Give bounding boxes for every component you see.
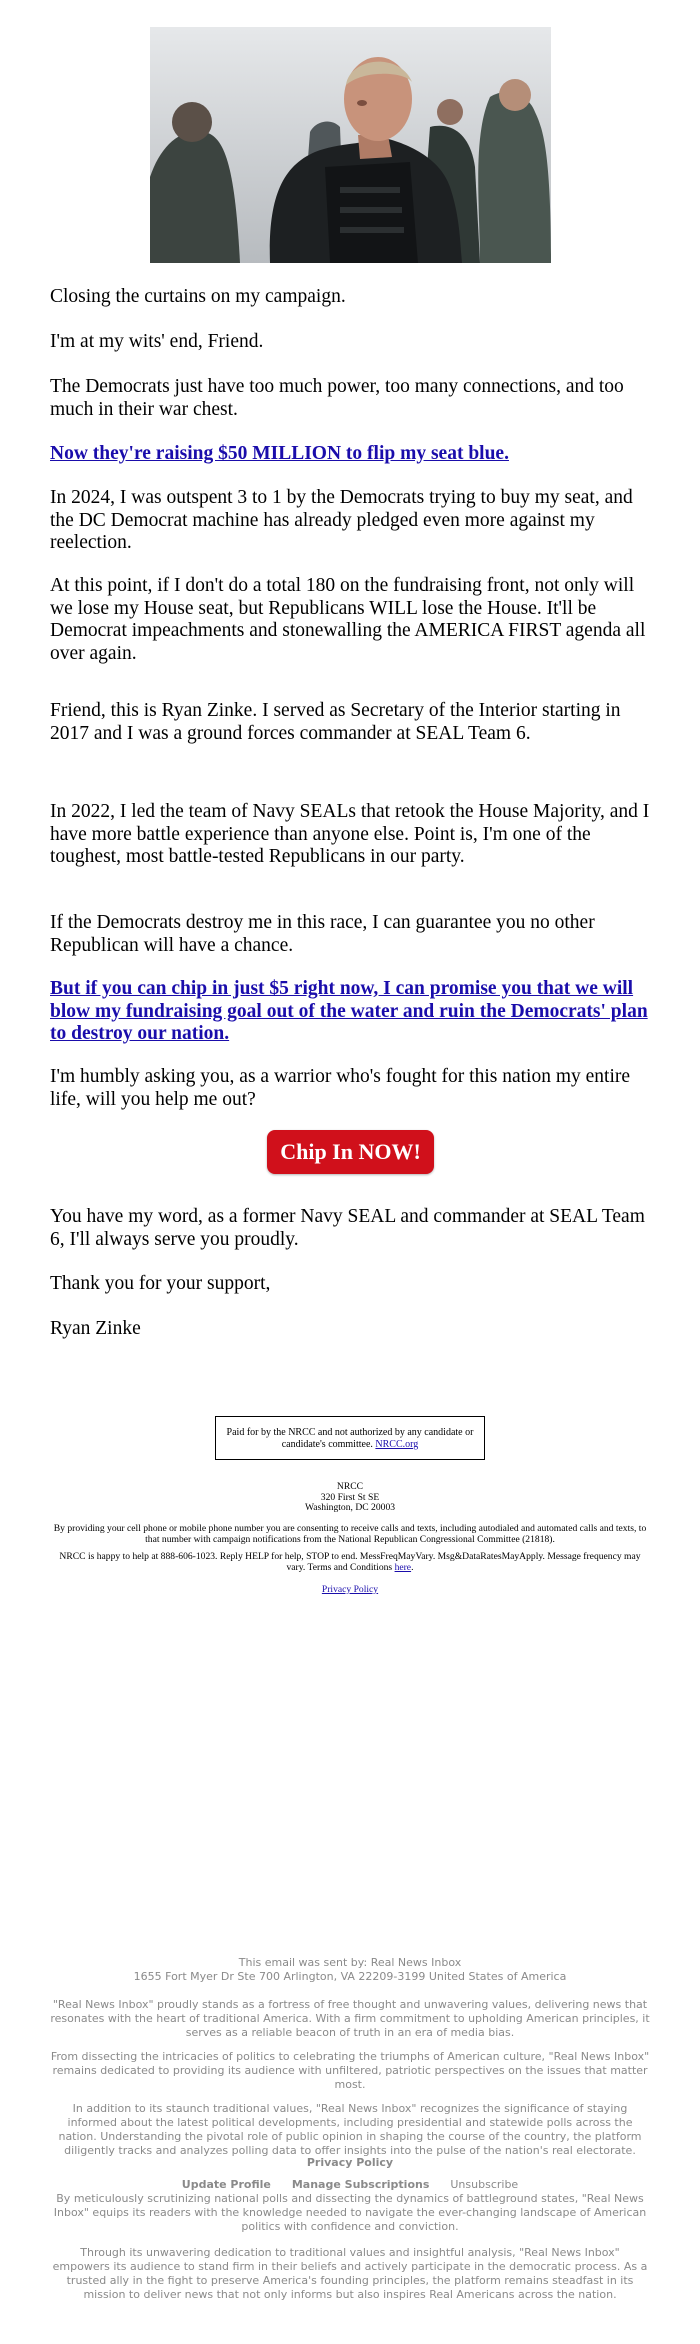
paragraph-democrats-power: The Democrats just have too much power, too many connections, and too much in their war chest. xyxy=(50,376,624,420)
paragraph-wits-end: I'm at my wits' end, Friend. xyxy=(50,331,264,352)
footer-privacy-policy-link[interactable]: Privacy Policy xyxy=(306,2156,394,2169)
terms-here-link[interactable]: here xyxy=(394,1561,412,1573)
link-raising-50-million[interactable]: Now they're raising $50 MILLION to flip my seat blue. xyxy=(50,443,509,464)
address-block xyxy=(50,1482,650,1514)
signature-name: Ryan Zinke xyxy=(50,1318,141,1339)
footer-paragraph-5: Through its unwavering dedication to traditional values and insightful analysis, "Real News Inbox" empowers its audience to stand firm in their beliefs and actively participate in the democratic process. As a trusted ally in the fight to preserve America's founding principles, the platform remains steadfast in its mission to deliver news that not only informs but also inspires Real Americans across the nation. xyxy=(52,2246,648,2301)
paragraph-closing: Closing the curtains on my campaign. xyxy=(50,286,346,307)
footer-sender xyxy=(50,1956,650,1984)
footer-links xyxy=(50,2178,650,2192)
disclaimer-text: Paid for by the NRCC and not authorized by any candidate or candidate's committee. xyxy=(226,1427,474,1450)
hero-photo xyxy=(150,27,551,263)
nrcc-org-link[interactable]: NRCC.org xyxy=(375,1439,419,1450)
chip-in-now-button[interactable]: Chip In NOW! xyxy=(267,1130,434,1174)
paragraph-no-chance: If the Democrats destroy me in this race, I can guarantee you no other Republican will have a chance. xyxy=(50,912,595,956)
footer-paragraph-2: From dissecting the intricacies of politics to celebrating the triumphs of American culture, "Real News Inbox" remains dedicated to providing its audience with unfiltered, patriotic perspectives on the issues that matter most. xyxy=(50,2050,650,2091)
footer-paragraph-1: "Real News Inbox" proudly stands as a fortress of free thought and unwavering values, delivering news that resonates with the heart of traditional America. With a firm commitment to upholding American principles, it serves as a reliable beacon of truth in an era of media bias. xyxy=(50,1998,650,2039)
address-city: Washington, DC 20003 xyxy=(304,1502,396,1513)
update-profile-link[interactable]: Update Profile xyxy=(181,2178,271,2191)
paragraph-house-majority: In 2022, I led the team of Navy SEALs that retook the House Majority, and I have more battle experience than anyone else. Point is, I'm one of the toughest, most battle-tested Republicans in our party. xyxy=(50,801,650,867)
consent-text: By providing your cell phone or mobile phone number you are consenting to receive calls and texts, including autodialed and automated calls and texts, to that number with campaign notifications from the National Republican Congressional Committee (21818). xyxy=(53,1523,647,1545)
footer-paragraph-3: In addition to its staunch traditional values, "Real News Inbox" recognizes the significance of staying informed about the latest political developments, including presidential and statewide polls across the nation. Understanding the pivotal role of public opinion in shaping the course of the country, the platform diligently tracks and analyzes polling data to offer insights into the pulse of the nation's real electorate. xyxy=(58,2102,642,2157)
address-street: 320 First St SE xyxy=(320,1491,380,1503)
help-text-body: NRCC is happy to help at 888-606-1023. Reply HELP for help, STOP to end. MessFreqMayVary. Msg&DataRatesMayApply. Message frequency may vary. Terms and Conditions xyxy=(59,1551,641,1573)
paid-for-disclaimer-box xyxy=(215,1416,485,1460)
privacy-policy-link[interactable]: Privacy Policy xyxy=(321,1584,379,1595)
paragraph-fundraising-front: At this point, if I don't do a total 180 on the fundraising front, not only will we lose my House seat, but Republicans WILL lose the House. It'll be Democrat impeachments and stonewalling the AMERICA FIRST agenda all over again. xyxy=(50,575,646,664)
paragraph-my-word: You have my word, as a former Navy SEAL and commander at SEAL Team 6, I'll always serve you proudly. xyxy=(50,1206,645,1250)
unsubscribe-link[interactable]: Unsubscribe xyxy=(450,2178,519,2191)
footer-address: 1655 Fort Myer Dr Ste 700 Arlington, VA 22209-3199 United States of America xyxy=(133,1970,567,1983)
help-text: NRCC is happy to help at 888-606-1023. Reply HELP for help, STOP to end. MessFreqMayVary. Msg&DataRatesMayApply. Message frequency may vary. Terms and Conditions here. xyxy=(59,1551,641,1573)
address-name: NRCC xyxy=(336,1481,364,1492)
hero-photo-icon xyxy=(150,27,551,263)
footer-paragraph-4: By meticulously scrutinizing national polls and dissecting the dynamics of battleground states, "Real News Inbox" equips its readers with the knowledge needed to navigate the ever-changing landscape of American politics with confidence and conviction. xyxy=(53,2192,647,2233)
manage-subscriptions-link[interactable]: Manage Subscriptions xyxy=(291,2178,430,2191)
link-chip-in-5[interactable]: But if you can chip in just $5 right now, I can promise you that we will blow my fundraising goal out of the water and ruin the Democrats' plan to destroy our nation. xyxy=(50,978,648,1044)
paragraph-outspent: In 2024, I was outspent 3 to 1 by the Democrats trying to buy my seat, and the DC Democrat machine has already pledged even more against my reelection. xyxy=(50,487,633,553)
paragraph-humbly-asking: I'm humbly asking you, as a warrior who's fought for this nation my entire life, will you help me out? xyxy=(50,1066,631,1110)
paragraph-introduction: Friend, this is Ryan Zinke. I served as Secretary of the Interior starting in 2017 and I was a ground forces commander at SEAL Team 6. xyxy=(50,700,621,744)
paragraph-thank-you: Thank you for your support, xyxy=(50,1273,271,1294)
footer-sent-by: This email was sent by: Real News Inbox xyxy=(238,1956,462,1969)
